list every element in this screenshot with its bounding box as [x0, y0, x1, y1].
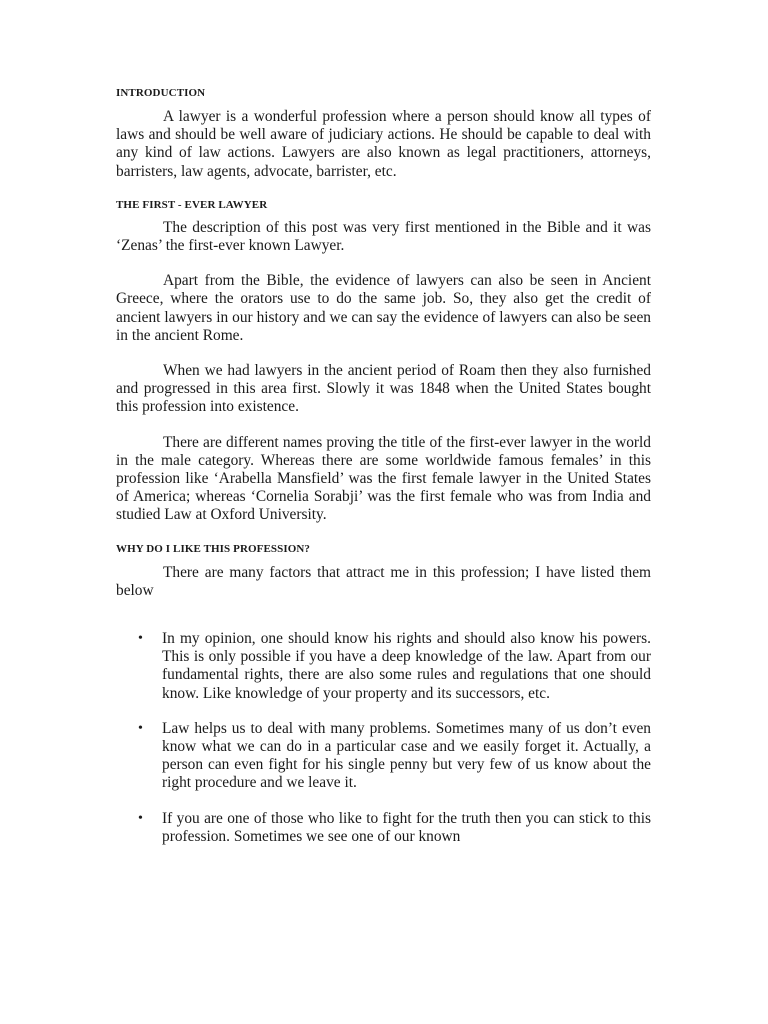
list-item-text: If you are one of those who like to fight for the truth then you can stick to this profession. Sometimes we see one of our known	[162, 809, 651, 845]
list-item-text: Law helps us to deal with many problems. Sometimes many of us don’t even know what we can do in a particular case and we easily forget it. Actually, a person can even fight for his single penny but very few of us know about the right procedure and we leave it.	[162, 719, 651, 792]
bullet-icon: •	[138, 631, 143, 647]
paragraph: There are many factors that attract me in this profession; I have listed them below	[116, 563, 651, 599]
bullet-icon: •	[138, 720, 143, 736]
paragraph: A lawyer is a wonderful profession where a person should know all types of laws and should be well aware of judiciary actions. He should be capable to deal with any kind of law actions. Lawyers are also known as legal practitioners, attorneys, barristers, law agents, advocate, barrister, etc.	[116, 108, 651, 180]
paragraph: When we had lawyers in the ancient period of Roam then they also furnished and progressed in this area first. Slowly it was 1848 when the United States bought this profession into existence.	[116, 362, 651, 416]
list-item	[116, 630, 651, 703]
paragraph: There are different names proving the title of the first-ever lawyer in the world in the male category. Whereas there are some worldwide famous females’ in this profession like ‘Arabella Mansfield’ was the first female lawyer in the United States of America; whereas ‘Cornelia Sorabji’ was the first female who was from India and studied Law at Oxford University.	[116, 433, 651, 524]
list-item	[116, 810, 651, 846]
list-item-text: In my opinion, one should know his rights and should also know his powers. This is only possible if you have a deep knowledge of the law. Apart from our fundamental rights, there are also some rules and regulations that one should know. Like knowledge of your property and its successors, etc.	[162, 630, 651, 702]
section-heading-introduction: INTRODUCTION	[116, 87, 206, 99]
section-heading-why-profession: WHY DO I LIKE THIS PROFESSION?	[116, 542, 311, 555]
paragraph: Apart from the Bible, the evidence of lawyers can also be seen in Ancient Greece, where the orators use to do the same job. So, they also get the credit of ancient lawyers in our history and we can say the evidence of lawyers can also be seen in the ancient Rome.	[116, 272, 651, 344]
bullet-list	[116, 630, 651, 846]
paragraph: The description of this post was very first mentioned in the Bible and it was ‘Zenas’ the first-ever known Lawyer.	[116, 218, 651, 255]
section-heading-first-ever-lawyer: THE FIRST - EVER LAWYER	[116, 198, 268, 211]
document-page	[116, 86, 651, 863]
list-item	[116, 720, 651, 793]
bullet-icon: •	[138, 810, 143, 826]
